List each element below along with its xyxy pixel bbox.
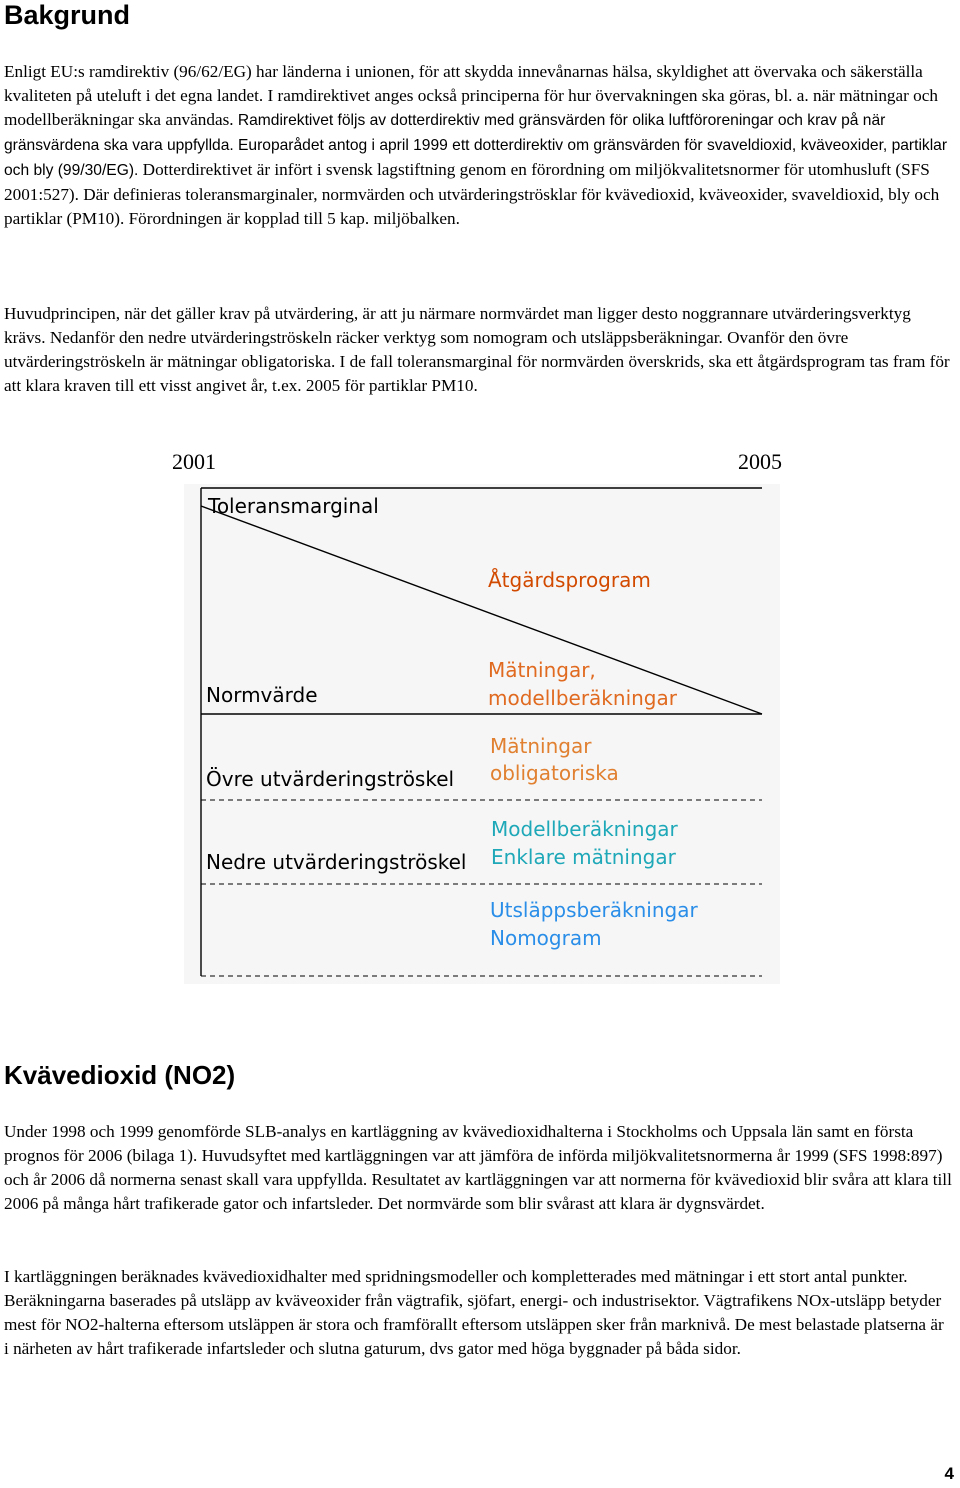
label-matningar: Mätningar,	[488, 658, 596, 682]
label-toleransmarginal: Toleransmarginal	[208, 494, 379, 518]
label-nedre-utvarderingstroskel: Nedre utvärderingströskel	[206, 850, 467, 874]
paragraph-span: Enligt EU:s ramdirektiv (96/62/EG) har länderna i unionen, för att skydda innevånarnas hälsa, skyldighet att övervaka och säkerställa kvaliteten på uteluft i det egna landet. I ramdirektivet anges också principerna för hur övervakningen ska göras, bl. a. när mätningar och modellberäkningar ska användas.	[4, 62, 938, 129]
paragraph-span: Under 1998 och 1999 genomförde SLB-analys en kartläggning av kvävedioxidhalterna i Stockholms och Uppsala län samt en första prognos för 2006 (bilaga 1). Huvudsyftet med kartläggningen var att jämföra de införda miljökvalitetsnormerna år 1999 (SFS 1998:897) och år 2006 då normerna senast skall vara uppfyllda. Resultatet av kartläggningen var att normerna för kvävedioxid blir svåra att klara till 2006 på många hårt trafikerade gator och infartsleder. Det normvärde som blir svårast att klara är dygnsvärdet.	[4, 1122, 952, 1213]
paragraph-span-sans: Ramdirektivet följs av dotterdirektiv med gränsvärden för olika luftföroreningar och krav på när gränsvärdena ska vara uppfyllda.	[4, 112, 886, 154]
label-modellberakningar: modellberäkningar	[488, 686, 677, 710]
paragraph-span-sans: Europarådet antog i april 1999 ett dotterdirektiv om gränsvärden för svaveldioxid, kväveoxider, partiklar och bly (99/30/EG).	[4, 137, 948, 179]
label-utslappsberakningar: Utsläppsberäkningar	[490, 898, 698, 922]
label-atgardsprogram: Åtgärdsprogram	[488, 568, 651, 592]
paragraph-span: Huvudprincipen, när det gäller krav på utvärdering, är att ju närmare normvärdet man ligger desto noggrannare utvärderingsverktyg krävs. Nedanför den nedre utvärderingströskeln räcker verktyg som nomogram och utsläppsberäkningar. Ovanför den övre utvärderingströskeln är mätningar obligatoriska. I de fall toleransmarginal för normvärden överskrids, ska ett åtgärdsprogram tas fram för att klara kraven till ett visst angivet år, t.ex. 2005 för partiklar PM10.	[4, 304, 950, 395]
paragraph-ramdirektiv	[4, 60, 952, 231]
label-normvarde: Normvärde	[206, 683, 318, 707]
label-ovre-utvarderingstroskel: Övre utvärderingströskel	[206, 767, 455, 791]
paragraph-huvudprincipen	[4, 302, 952, 398]
diagram-year-start: 2001	[172, 449, 216, 474]
paragraph-kartlaggning	[4, 1120, 952, 1216]
section-heading-kvavedioxid: Kvävedioxid (NO2)	[4, 1060, 236, 1090]
section-heading-bakgrund: Bakgrund	[4, 0, 131, 30]
label-matningar-oblig: Mätningar	[490, 734, 592, 758]
paragraph-berakningar	[4, 1265, 952, 1361]
diagram-year-end: 2005	[738, 449, 782, 474]
threshold-diagram	[184, 484, 780, 984]
label-enklare-matningar: Enklare mätningar	[491, 845, 676, 869]
paragraph-span: Dotterdirektivet är infört i svensk lagstiftning genom en förordning om miljökvalitetsnormer för utomhusluft (SFS 2001:527). Där definieras toleransmarginaler, normvärden och utvärderingströsklar för kvävedioxid, kväveoxider, svaveldioxid, bly och partiklar (PM10). Förordningen är kopplad till 5 kap. miljöbalken.	[4, 160, 940, 228]
label-modellberakningar-2: Modellberäkningar	[491, 817, 678, 841]
label-obligatoriska: obligatoriska	[490, 761, 619, 785]
paragraph-span: I kartläggningen beräknades kvävedioxidhalter med spridningsmodeller och kompletterades med mätningar i ett stort antal punkter. Beräkningarna baserades på utsläpp av kväveoxider från vägtrafik, sjöfart, energi- och industrisektor. Vägtrafikens NOx-utsläpp betyder mest för NO2-halterna eftersom utsläppen är stora och framförallt eftersom utsläppen sker från marknivå. De mest belastade platserna är i närheten av hårt trafikerade infartsleder och slutna gaturum, dvs gator med höga byggnader på båda sidor.	[4, 1267, 944, 1358]
page-number: 4	[944, 1464, 954, 1483]
label-nomogram: Nomogram	[490, 926, 602, 950]
